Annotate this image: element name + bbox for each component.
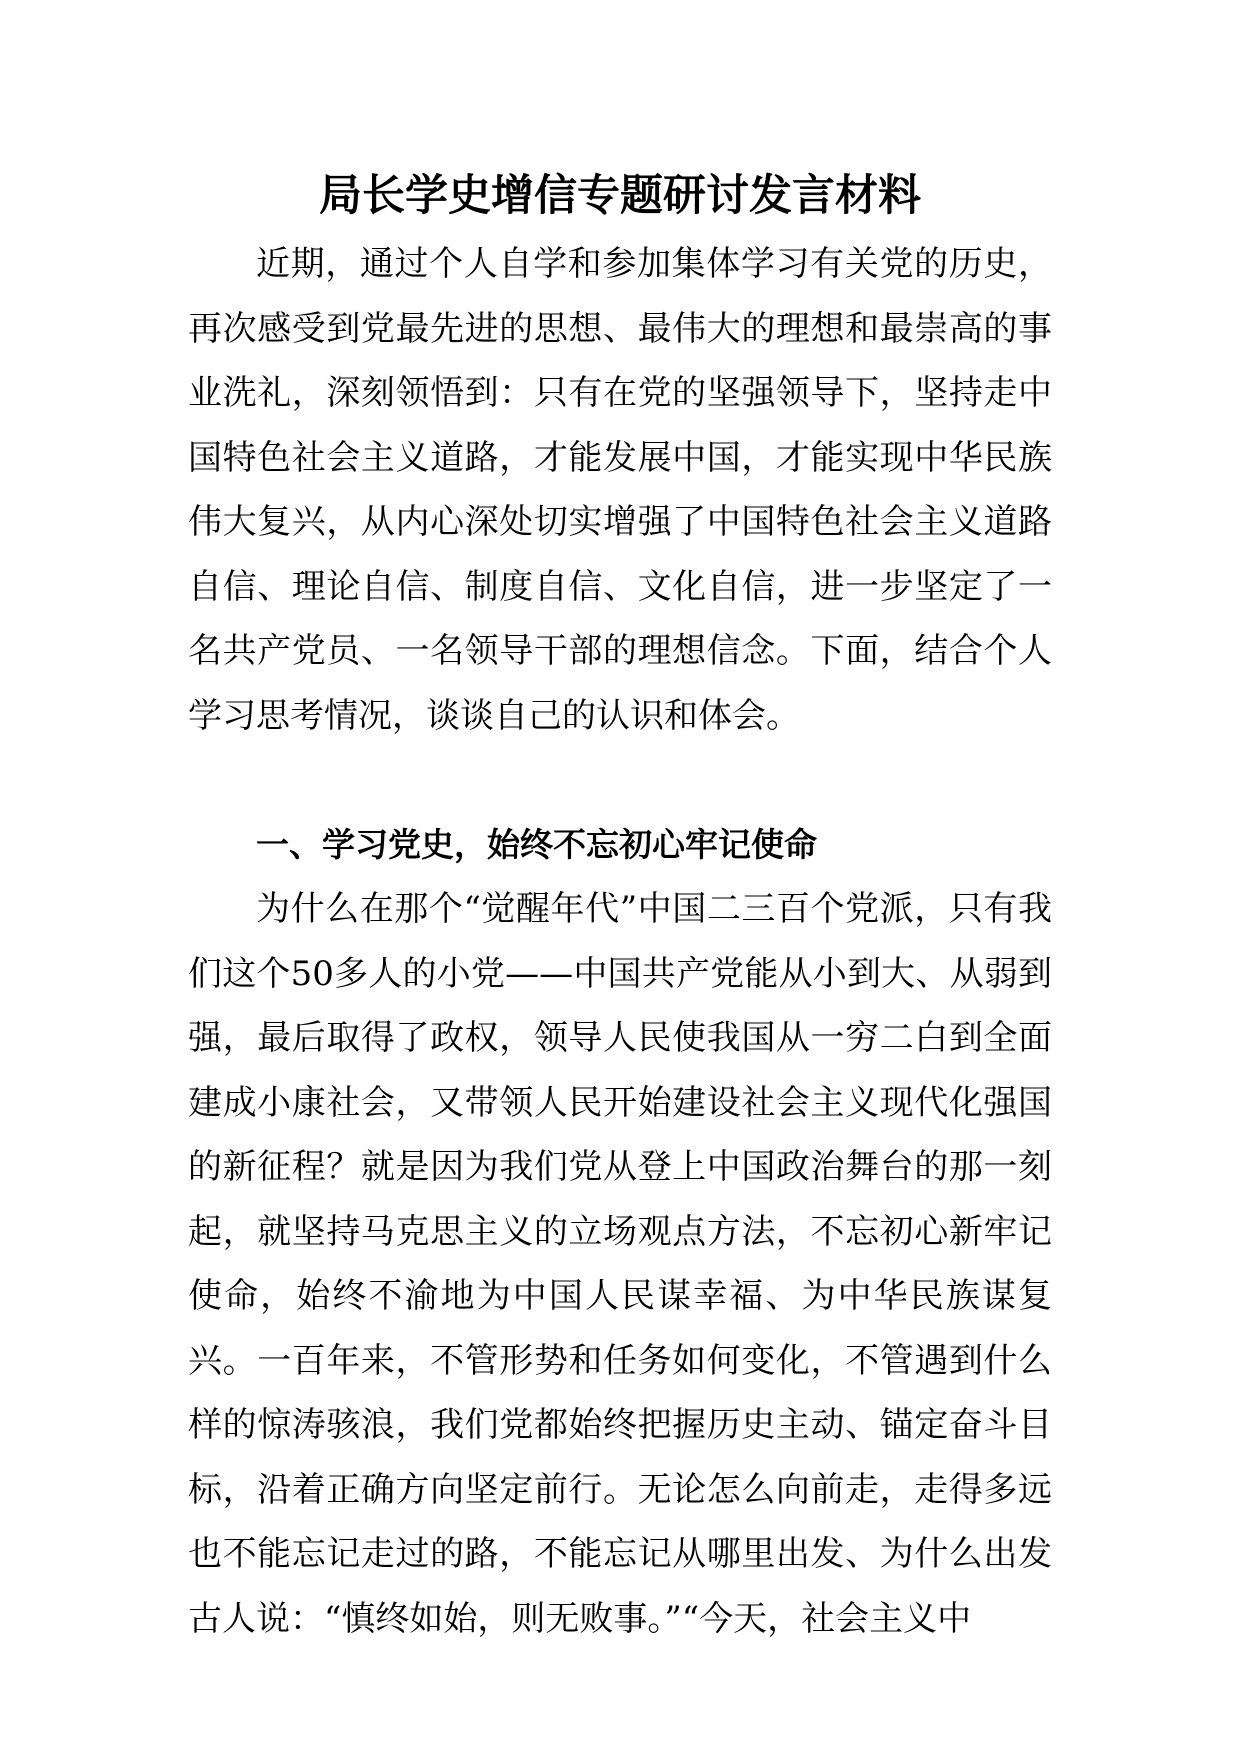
document-body bbox=[188, 232, 1052, 1651]
section-heading-1: 一、学习党史，始终不忘初心牢记使命 bbox=[256, 824, 817, 864]
paragraph-section-1: 为什么在那个“觉醒年代”中国二三百个党派，只有我们这个50多人的小党——中国共产党能从小到大、从弱到强，最后取得了政权，领导人民使我国从一穷二白到全面建成小康社会，又带领人民开始建设社会主义现代化强国的新征程？就是因为我们党从登上中国政治舞台的那一刻起，就坚持马克思主义的立场观点方法，不忘初心新牢记使命，始终不渝地为中国人民谋幸福、为中华民族谋复兴。一百年来，不管形势和任务如何变化，不管遇到什么样的惊涛骇浪，我们党都始终把握历史主动、锚定奋斗目标，沿着正确方向坚定前行。无论怎么向前走，走得多远也不能忘记走过的路，不能忘记从哪里出发、为什么出发古人说：“慎终如始，则无败事。”“今天，社会主义中 bbox=[188, 889, 1052, 1639]
document-title: 局长学史增信专题研讨发言材料 bbox=[319, 171, 921, 221]
paragraph-intro: 近期，通过个人自学和参加集体学习有关党的历史，再次感受到党最先进的思想、最伟大的理想和最崇高的事业洗礼，深刻领悟到：只有在党的坚强领导下，坚持走中国特色社会主义道路，才能发展中国，才能实现中华民族伟大复兴，从内心深处切实增强了中国特色社会主义道路自信、理论自信、制度自信、文化自信，进一步坚定了一名共产党员、一名领导干部的理想信念。下面，结合个人学习思考情况，谈谈自己的认识和体会。 bbox=[188, 244, 1052, 736]
